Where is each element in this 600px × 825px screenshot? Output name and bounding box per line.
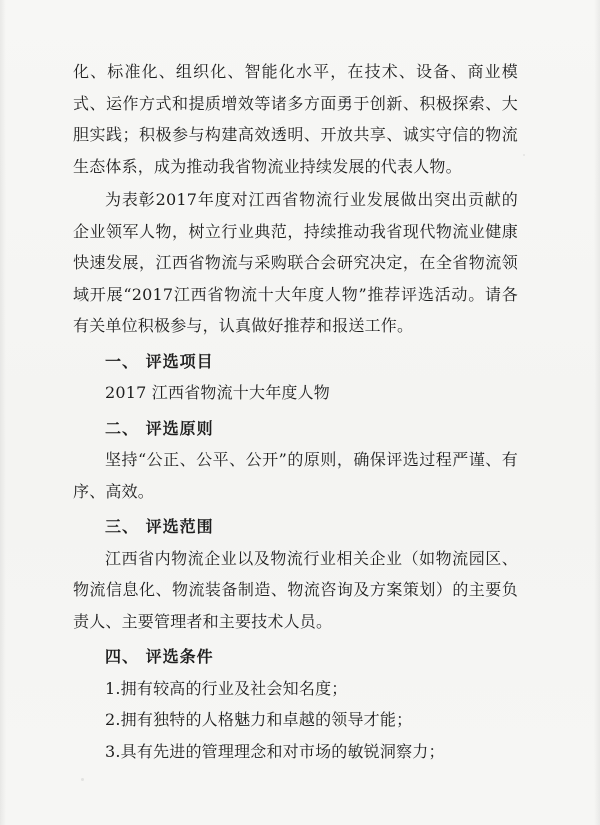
left-page-shadow xyxy=(0,0,6,825)
right-page-shadow xyxy=(594,0,600,825)
background-paragraph: 为表彰2017年度对江西省物流行业发展做出突出贡献的企业领军人物，树立行业典范，持续推动我省现代物流业健康快速发展，江西省物流与采购联合会研究决定，在全省物流领域开展“2017江西省物流十大年度人物”推荐评选活动。请各有关单位积极参与，认真做好推荐和报送工作。 xyxy=(73,190,518,335)
scan-speck xyxy=(523,154,525,156)
section-heading-project: 一、 评选项目 xyxy=(105,351,214,371)
scan-speck xyxy=(81,778,84,781)
condition-item-1: 1.拥有较高的行业及社会知名度； xyxy=(105,678,348,698)
section-heading-principle: 二、 评选原则 xyxy=(105,418,214,438)
section-text-scope: 江西省内物流企业以及物流行业相关企业（如物流园区、物流信息化、物流装备制造、物流咨询及方案策划）的主要负责人、主要管理者和主要技术人员。 xyxy=(73,548,518,631)
section-heading-conditions: 四、 评选条件 xyxy=(105,647,214,666)
document-body xyxy=(73,56,518,767)
condition-item-3: 3.具有先进的管理理念和对市场的敏锐洞察力； xyxy=(105,741,445,761)
opening-paragraph: 化、标准化、组织化、智能化水平，在技术、设备、商业模式、运作方式和提质增效等诸多方面勇于创新、积极探索、大胆实践；积极参与构建高效透明、开放共享、诚实守信的物流生态体系，成为推动我省物流业持续发展的代表人物。 xyxy=(73,62,518,176)
condition-item-2: 2.拥有独特的人格魅力和卓越的领导才能； xyxy=(105,710,413,729)
section-heading-scope: 三、 评选范围 xyxy=(105,517,214,536)
section-text-principle: 坚持“公正、公平、公开”的原则，确保评选过程严谨、有序、高效。 xyxy=(73,450,518,501)
section-text-project: 2017 江西省物流十大年度人物 xyxy=(105,383,331,402)
